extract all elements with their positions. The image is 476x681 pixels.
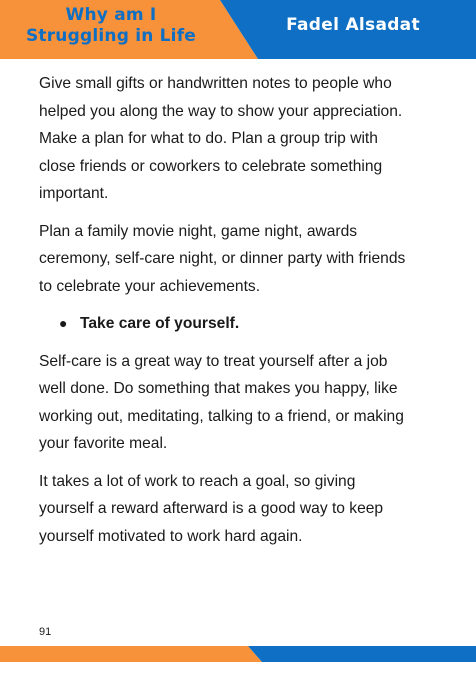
paragraph-self-care: Self-care is a great way to treat yourself after a job well done. Do something that makes you happy, like working out, meditating, talking to a friend, or making your favorite meal. xyxy=(39,352,404,452)
footer-banner xyxy=(0,646,476,662)
page-header xyxy=(0,0,476,59)
bullet-item xyxy=(59,310,409,338)
author-name: Fadel Alsadat xyxy=(286,15,420,35)
bullet-dot-icon: ● xyxy=(59,315,68,331)
paragraph-gifts: Give small gifts or handwritten notes to people who helped you along the way to show your appreciation. Make a plan for what to do. Plan a group trip with close friends or coworkers to celebrate something important. xyxy=(39,75,403,202)
paragraph-celebration: Plan a family movie night, game night, awards ceremony, self-care night, or dinner party with friends to celebrate your achievements. xyxy=(39,222,406,295)
book-title xyxy=(0,5,222,47)
bullet-heading: Take care of yourself. xyxy=(80,315,240,332)
page-number: 91 xyxy=(39,626,52,638)
book-title-line1: Why am I xyxy=(65,5,157,25)
book-title-line2: Struggling in Life xyxy=(25,26,197,46)
footer-orange-block xyxy=(0,646,262,662)
page-body xyxy=(39,70,409,560)
paragraph-reward: It takes a lot of work to reach a goal, so giving yourself a reward afterward is a good way to keep yourself motivated to work hard again. xyxy=(39,472,384,545)
footer-blue-block xyxy=(248,646,476,662)
